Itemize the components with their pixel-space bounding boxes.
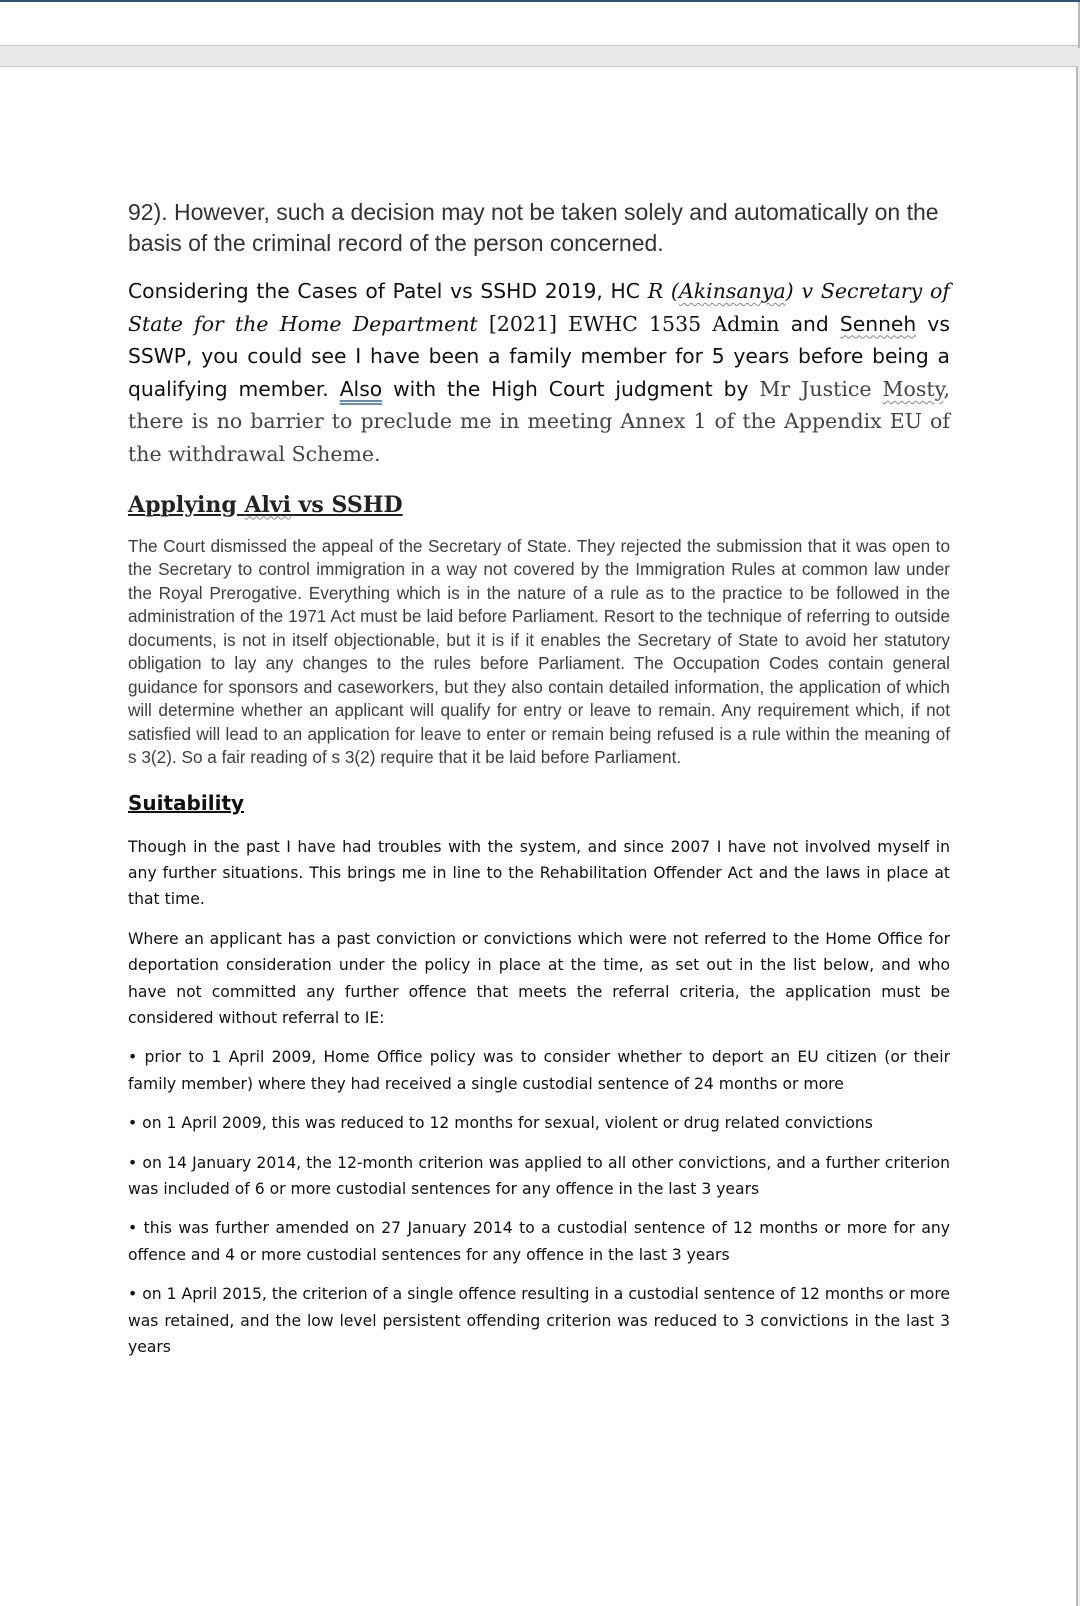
previous-page-bottom (0, 0, 1080, 46)
spelling-flag-akinsanya[interactable]: Akinsanya (678, 279, 786, 303)
grammar-flag-also[interactable]: Also (339, 376, 383, 401)
cases-text-10: with the High Court judgment by (382, 376, 760, 401)
heading-applying-alvi (128, 489, 950, 521)
cases-text-5: [2021] EWHC 1535 Admin (477, 311, 780, 336)
cases-text-13: , there is no barrier to preclude me in meeting Annex 1 of the Appendix EU of the withdrawal Scheme. (128, 376, 951, 466)
spelling-flag-alvi[interactable]: Alvi (244, 491, 291, 518)
cases-text-6: and (779, 311, 840, 336)
bullet-item: • on 1 April 2009, this was reduced to 12 months for sexual, violent or drug related convictions (128, 1114, 873, 1133)
paragraph-troubles: Though in the past I have had troubles with the system, and since 2007 I have not involved myself in any further situations. This brings me in line to the Rehabilitation Offender Act and the laws in place at that time. (128, 837, 950, 909)
cases-text-11: Mr Justice (759, 376, 883, 401)
heading-alvi-text-3: vs SSHD (290, 491, 403, 518)
paragraph-court-dismissed: The Court dismissed the appeal of the Secretary of State. They rejected the submission that it was open to the Secretary to control immigration in a way not covered by the Immigration Rules at common law under the Royal Prerogative. Everything which is in the nature of a rule as to the practice to be followed in the administration of the 1971 Act must be laid before Parliament. Resort to the technique of referring to outside documents, is not in itself objectionable, but it is if it enables the Secretary of State to avoid her statutory obligation to lay any changes to the rules before Parliament. The Occupation Codes contain general guidance for sponsors and caseworkers, but they also contain detailed information, the application of which will determine whether an applicant will qualify for entry or leave to remain. Any requirement which, if not satisfied will lead to an application for leave to enter or remain being refused is a rule within the meaning of s 3(2). So a fair reading of s 3(2) require that it be laid before Parliament. (128, 535, 950, 768)
cases-text-1: Considering the Cases of Patel vs SSHD 2019, HC (128, 279, 648, 303)
spelling-flag-senneh[interactable]: Senneh (839, 311, 917, 336)
document-page[interactable] (0, 66, 1078, 1606)
paragraph-where-applicant: Where an applicant has a past conviction or convictions which were not referred to the Home Office for deportation consideration under the policy in place at the time, as set out in the list below, and who have not committed any further offence that meets the referral criteria, the application must be considered without referral to IE: (128, 929, 950, 1027)
bullet-item: • this was further amended on 27 January 2014 to a custodial sentence of 12 months or more for any offence and 4 or more custodial sentences for any offence in the last 3 years (128, 1219, 950, 1264)
cases-text-8: vs SSWP, you could see I have been a family member for 5 years before being a qualifying member. (128, 311, 950, 401)
paragraph-criminal-record: 92). However, such a decision may not be taken solely and automatically on the basis of the criminal record of the person concerned. (128, 199, 939, 256)
page-content (128, 197, 950, 1373)
heading-alvi-text-1: Applying (128, 491, 245, 518)
bullet-item: • on 1 April 2015, the criterion of a single offence resulting in a custodial sentence of 12 months or more was retained, and the low level persistent offending criterion was reduced to 3 convictions in the last 3 years (128, 1285, 950, 1357)
cases-text-2: R ( (647, 279, 679, 303)
heading-suitability: Suitability (128, 790, 245, 815)
spelling-flag-mosty[interactable]: Mosty (882, 376, 944, 401)
bullet-item: • prior to 1 April 2009, Home Office policy was to consider whether to deport an EU citizen (or their family member) where they had received a single custodial sentence of 24 months or more (128, 1048, 950, 1093)
cases-text-4: ) v Secretary of State for the Home Department (128, 279, 950, 336)
paragraph-cases (128, 275, 950, 471)
bullet-item: • on 14 January 2014, the 12-month criterion was applied to all other convictions, and a further criterion was included of 6 or more custodial sentences for any offence in the last 3 years (128, 1153, 950, 1199)
